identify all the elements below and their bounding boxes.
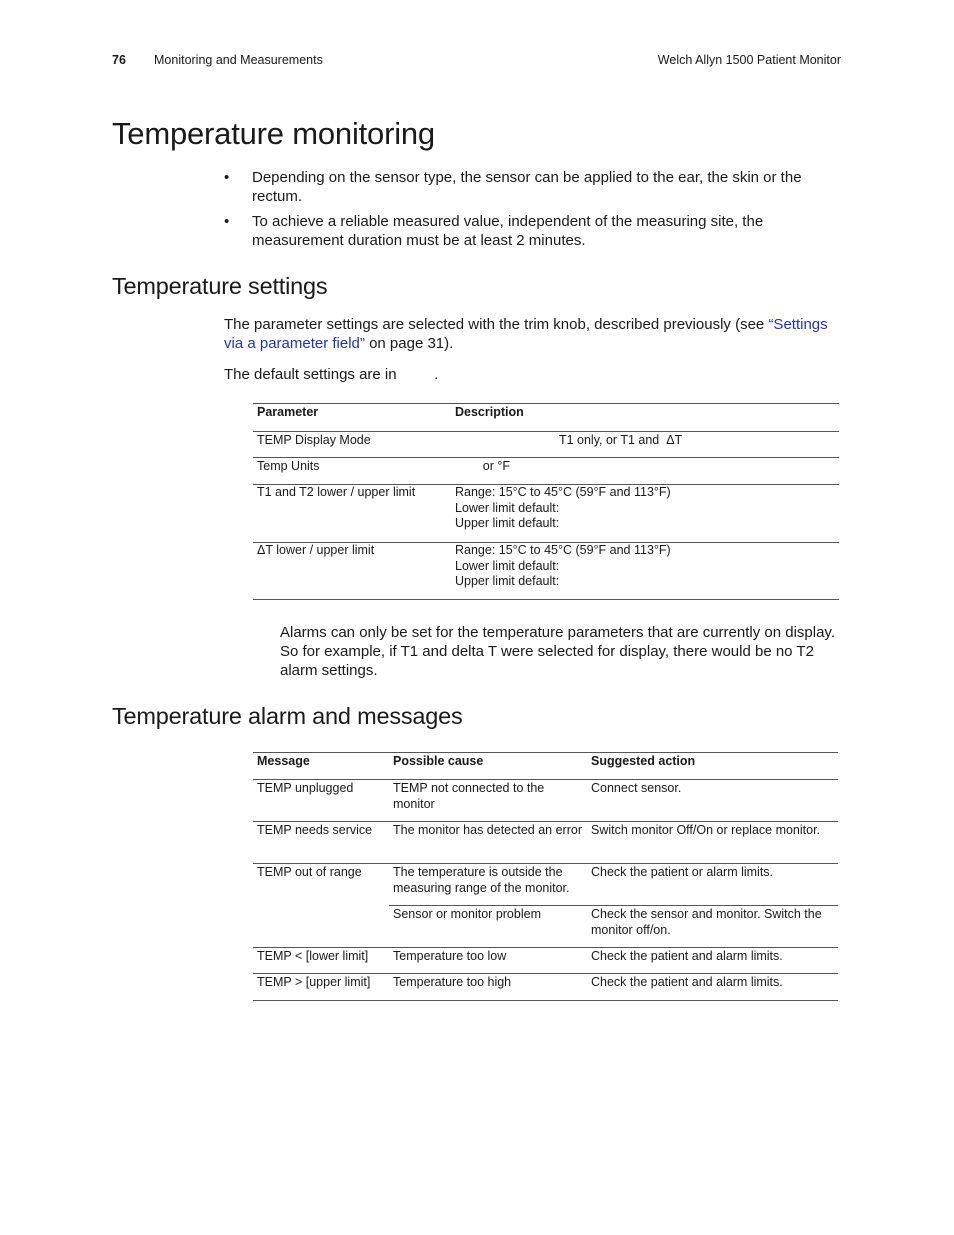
action-cell: Check the patient and alarm limits. <box>591 975 783 989</box>
message-cell: TEMP out of range <box>257 865 362 879</box>
description-cell: or °F <box>455 459 511 473</box>
table-row <box>253 864 838 906</box>
page-number: 76 <box>112 53 126 67</box>
table-row <box>253 974 838 1001</box>
description-cell: Range: 15°C to 45°C (59°F and 113°F) Lower limit default: Upper limit default: <box>455 543 671 588</box>
table-row <box>253 543 839 600</box>
settings-link[interactable]: “Settings via a parameter field” <box>224 316 828 352</box>
table-row <box>253 780 838 822</box>
parameter-cell: TEMP Display Mode <box>257 433 371 447</box>
settings-table <box>253 403 839 600</box>
table-header-row <box>253 753 838 780</box>
message-cell: TEMP needs service <box>257 823 373 837</box>
description-cell: T1 only, or T1 and ΔT <box>455 433 683 447</box>
cause-cell: The temperature is outside the measuring range of the monitor. <box>393 865 570 895</box>
alarm-note: Alarms can only be set for the temperature parameters that are currently on display. So for example, if T1 and delta T were selected for display, there would be no T2 alarm settings. <box>280 624 835 679</box>
table-row <box>253 822 838 864</box>
message-cell: TEMP unplugged <box>257 781 354 795</box>
description-cell: Range: 15°C to 45°C (59°F and 113°F) Lower limit default: Upper limit default: <box>455 485 671 530</box>
cause-cell: Temperature too low <box>393 949 507 963</box>
parameter-cell: ΔT lower / upper limit <box>257 543 375 557</box>
action-cell: Check the patient and alarm limits. <box>591 949 783 963</box>
cause-cell: Temperature too high <box>393 975 512 989</box>
default-settings-note: The default settings are in . <box>224 366 439 383</box>
column-header: Message <box>257 754 310 768</box>
message-cell: TEMP > [upper limit] <box>257 975 371 989</box>
parameter-cell: T1 and T2 lower / upper limit <box>257 485 416 499</box>
page-title: Temperature monitoring <box>112 116 435 151</box>
running-header-product: Welch Allyn 1500 Patient Monitor <box>657 53 841 67</box>
cause-cell: The monitor has detected an error <box>393 823 582 837</box>
bullet-item: • Depending on the sensor type, the sensor can be applied to the ear, the skin or the rectum. <box>224 169 802 205</box>
column-header: Suggested action <box>591 754 696 768</box>
cause-cell: Sensor or monitor problem <box>389 906 587 948</box>
running-header-section: Monitoring and Measurements <box>154 53 323 67</box>
settings-heading: Temperature settings <box>112 273 328 299</box>
column-header: Parameter <box>257 405 319 419</box>
table-row <box>253 485 839 543</box>
message-cell: TEMP < [lower limit] <box>257 949 369 963</box>
action-cell: Check the patient or alarm limits. <box>591 865 774 879</box>
column-header: Description <box>455 405 524 419</box>
action-cell: Connect sensor. <box>591 781 682 795</box>
bullet-item: • To achieve a reliable measured value, independent of the measuring site, the measurement duration must be at least 2 minutes. <box>224 213 764 249</box>
bullet-icon: • <box>224 213 230 230</box>
message-cell <box>253 906 389 948</box>
bullet-icon: • <box>224 169 230 186</box>
table-row <box>253 906 838 948</box>
cause-cell: TEMP not connected to the monitor <box>393 781 545 811</box>
table-row <box>253 948 838 974</box>
bullet-list <box>224 168 834 256</box>
settings-intro: The parameter settings are selected with the trim knob, described previously (see “Settings via a parameter field” on page 31). <box>224 316 828 352</box>
action-cell: Check the sensor and monitor. Switch the monitor off/on. <box>587 906 838 948</box>
table-row <box>253 458 839 485</box>
parameter-cell: Temp Units <box>257 459 320 473</box>
alarms-heading: Temperature alarm and messages <box>112 703 463 729</box>
alarm-messages-table <box>253 752 838 1001</box>
action-cell: Switch monitor Off/On or replace monitor. <box>591 823 821 837</box>
column-header: Possible cause <box>393 754 484 768</box>
table-row <box>253 432 839 458</box>
table-header-row <box>253 404 839 432</box>
